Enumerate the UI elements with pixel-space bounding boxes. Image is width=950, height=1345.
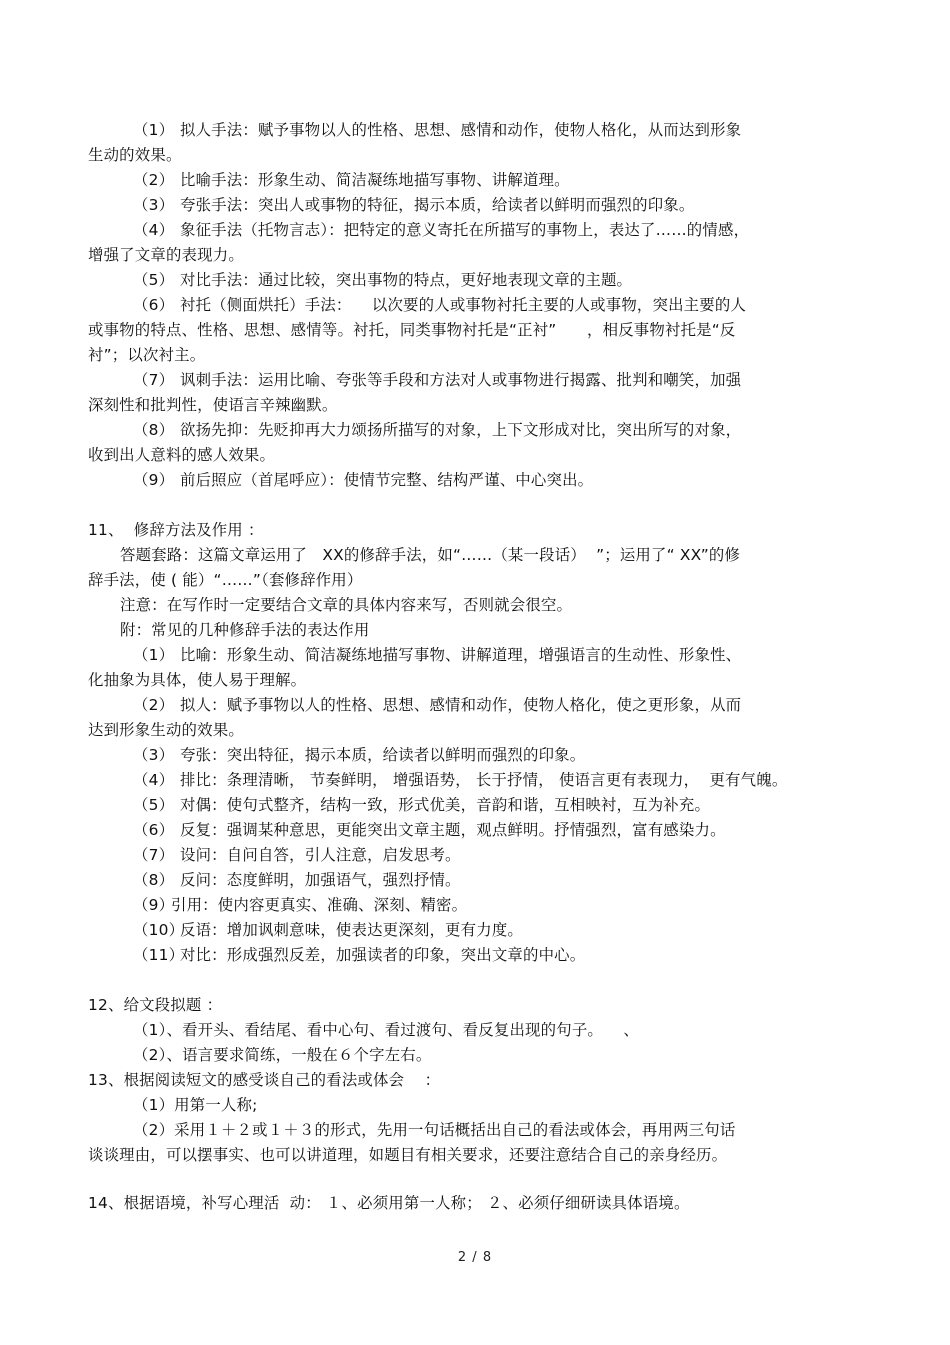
list-item: （3） 夸张：突出特征，揭示本质，给读者以鲜明而强烈的印象。	[133, 746, 586, 764]
list-item: （2） 拟人：赋予事物以人的性格、思想、感情和动作，使物人格化，使之更形象，从而	[133, 696, 742, 714]
list-item-continuation: 或事物的特点、性格、思想、感情等。衬托，同类事物衬托是“正衬” ，相反事物衬托是“反	[88, 321, 736, 339]
page-number: 2 / 8	[457, 1250, 493, 1265]
list-item-continuation: 化抽象为具体，使人易于理解。	[88, 671, 307, 689]
paragraph-line: 答题套路：这篇文章运用了 XX的修辞手法，如“……（某一段话） ”；运用了“ XX”的修	[120, 546, 741, 564]
list-item-continuation: 生动的效果。	[88, 146, 182, 164]
list-item: （7） 讽刺手法：运用比喻、夸张等手段和方法对人或事物进行揭露、批判和嘲笑，加强	[133, 371, 742, 389]
paragraph-line: 谈谈理由，可以摆事实、也可以讲道理，如题目有相关要求，还要注意结合自己的亲身经历。	[88, 1146, 728, 1164]
list-item: （1） 拟人手法：赋予事物以人的性格、思想、感情和动作，使物人格化，从而达到形象	[133, 121, 742, 139]
list-item: （5） 对偶：使句式整齐，结构一致，形式优美，音韵和谐，互相映衬，互为补充。	[133, 796, 711, 814]
list-item-continuation: 增强了文章的表现力。	[88, 246, 244, 264]
list-item: （8） 欲扬先抑：先贬抑再大力颂扬所描写的对象，上下文形成对比，突出所写的对象，	[133, 421, 742, 439]
paragraph-line: （2）采用１＋２或１＋３的形式，先用一句话概括出自己的看法或体会，再用两三句话	[133, 1121, 736, 1139]
paragraph-line: （2）、语言要求简练，一般在６个字左右。	[133, 1046, 432, 1064]
list-item-continuation: 收到出人意料的感人效果。	[88, 446, 276, 464]
list-item: （6） 反复：强调某种意思，更能突出文章主题，观点鲜明。抒情强烈，富有感染力。	[133, 821, 726, 839]
list-item: （9） 引用：使内容更真实、准确、深刻、精密。	[133, 896, 468, 914]
list-item: （8） 反问：态度鲜明，加强语气，强烈抒情。	[133, 871, 461, 889]
paragraph-line: （1）、看开头、看结尾、看中心句、看过渡句、看反复出现的句子。 、	[133, 1021, 639, 1039]
list-item: （10） 反语：增加讽刺意味，使表达更深刻，更有力度。	[133, 921, 523, 939]
list-item-continuation: 达到形象生动的效果。	[88, 721, 244, 739]
list-item: （4） 象征手法（托物言志）：把特定的意义寄托在所描写的事物上，表达了……的情感，	[133, 221, 750, 239]
list-item: （11） 对比：形成强烈反差，加强读者的印象，突出文章的中心。	[133, 946, 586, 964]
list-item: （7） 设问：自问自答，引人注意，启发思考。	[133, 846, 461, 864]
list-item: （5） 对比手法：通过比较，突出事物的特点，更好地表现文章的主题。	[133, 271, 633, 289]
list-item: （4） 排比：条理清晰， 节奏鲜明， 增强语势， 长于抒情， 使语言更有表现力， 更有气魄。	[133, 771, 788, 789]
section-heading-13: 13、根据阅读短文的感受谈自己的看法或体会 ：	[88, 1071, 441, 1089]
list-item: （3） 夸张手法：突出人或事物的特征，揭示本质，给读者以鲜明而强烈的印象。	[133, 196, 695, 214]
paragraph-line: （1）用第一人称;	[133, 1096, 258, 1114]
list-item-continuation: 衬”；以次衬主。	[88, 346, 206, 364]
paragraph-line: 辞手法，使 ( 能）“……”（套修辞作用）	[88, 571, 363, 589]
list-item: （6） 衬托（侧面烘托）手法： 以次要的人或事物衬托主要的人或事物，突出主要的人	[133, 296, 747, 314]
list-item: （2） 比喻手法：形象生动、简洁凝练地描写事物、讲解道理。	[133, 171, 570, 189]
section-heading-14: 14、根据语境，补写心理活 动： １、必须用第一人称； ２、必须仔细研读具体语境。	[88, 1194, 690, 1212]
section-heading-11: 11、 修辞方法及作用 ：	[88, 521, 264, 539]
list-item: （9） 前后照应（首尾呼应）：使情节完整、结构严谨、中心突出。	[133, 471, 594, 489]
paragraph-line: 附：常见的几种修辞手法的表达作用	[120, 621, 370, 639]
paragraph-line: 注意：在写作时一定要结合文章的具体内容来写，否则就会很空。	[120, 596, 573, 614]
list-item: （1） 比喻：形象生动、简洁凝练地描写事物、讲解道理，增强语言的生动性、形象性、	[133, 646, 742, 664]
section-heading-12: 12、给文段拟题 ：	[88, 996, 223, 1014]
list-item-continuation: 深刻性和批判性，使语言辛辣幽默。	[88, 396, 338, 414]
